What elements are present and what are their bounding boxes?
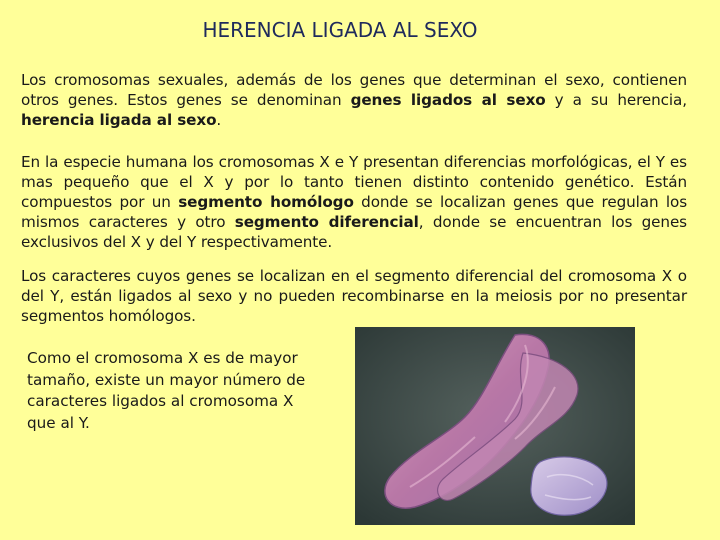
bold-term: genes ligados al sexo: [350, 91, 546, 109]
page-title: HERENCIA LIGADA AL SEXO: [202, 18, 478, 42]
paragraph-intro: [21, 70, 687, 130]
paragraph-chromosomes: [21, 152, 687, 252]
paragraph-text: En la especie humana los cromosomas X e Y presentan diferencias morfológicas, el Y es mas pequeño que el X y por lo tanto tienen distinto contenido genético. Están compuestos por un: [21, 153, 687, 211]
paragraph-text: donde se localizan genes que regulan los mismos caracteres y otro: [21, 193, 688, 231]
bold-term: segmento diferencial: [234, 213, 419, 231]
paragraph-text: .: [216, 111, 222, 129]
bold-term: herencia ligada al sexo: [21, 111, 217, 129]
paragraph-text: , donde se encuentran los genes exclusivos del X y del Y respectivamente.: [21, 213, 687, 251]
paragraph-characters: Los caracteres cuyos genes se localizan en el segmento diferencial del cromosoma X o del Y, están ligados al sexo y no pueden recombinarse en la meiosis por no presentar segmentos homólogos.: [21, 267, 687, 325]
paragraph-text: Los cromosomas sexuales, además de los genes que determinan el sexo, contienen otros genes. Estos genes se denominan: [21, 71, 687, 109]
bold-term: segmento homólogo: [178, 193, 354, 211]
image-caption: Como el cromosoma X es de mayor tamaño, existe un mayor número de caracteres ligados al cromosoma X que al Y.: [27, 349, 306, 432]
chromosome-illustration: [355, 327, 635, 525]
paragraph-text: y a su herencia,: [545, 91, 687, 109]
chromosome-micrograph: [355, 327, 635, 525]
